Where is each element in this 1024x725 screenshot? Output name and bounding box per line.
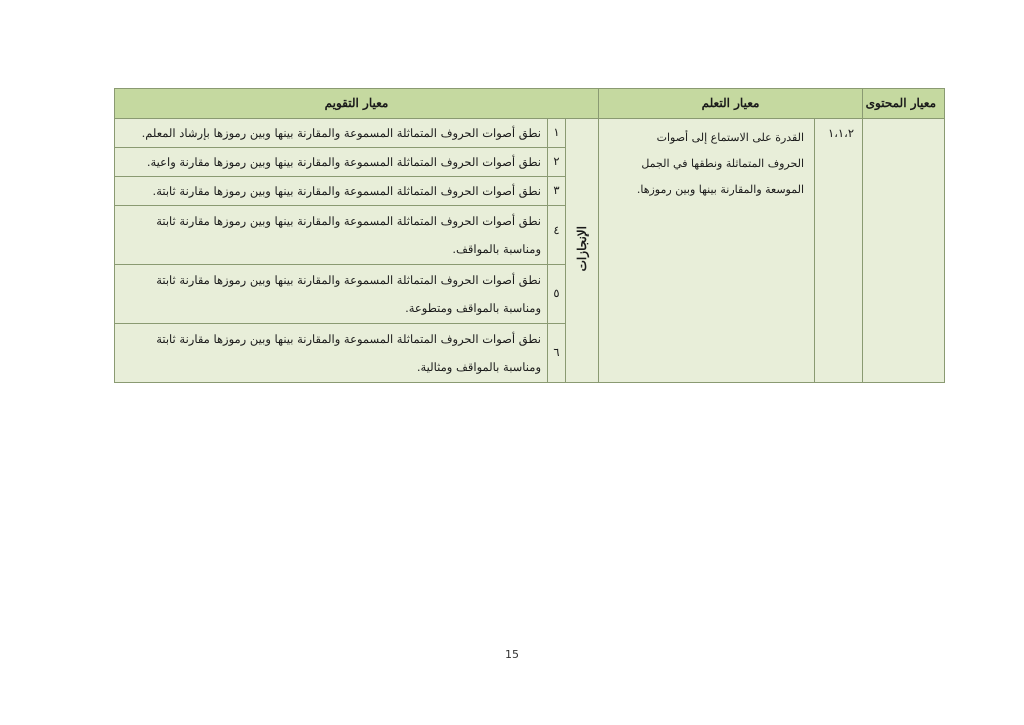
- level-number: ٤: [548, 206, 566, 265]
- assessment-standard-header: معيار التقويم: [115, 89, 599, 119]
- level-description-line: نطق أصوات الحروف المتماثلة المسموعة والمقارنة بينها وبين رموزها مقارنة ثابتة.: [152, 184, 541, 198]
- learning-text-line: الموسعة والمقارنة بينها وبين رموزها.: [636, 183, 805, 196]
- level-description: [115, 206, 548, 265]
- mastery-cell: [566, 119, 599, 383]
- level-number: ٥: [548, 265, 566, 324]
- level-description-line: ومناسبة بالمواقف ومثالية.: [416, 360, 541, 374]
- standards-table: [114, 88, 945, 383]
- learning-code: ١،١،٢: [815, 119, 863, 383]
- level-description-line: ومناسبة بالمواقف ومتطوعة.: [405, 301, 541, 315]
- level-description-line: نطق أصوات الحروف المتماثلة المسموعة والمقارنة بينها وبين رموزها مقارنة واعية.: [146, 155, 541, 169]
- page-number: 15: [505, 648, 519, 661]
- level-number: ١: [548, 119, 566, 148]
- level-description-line: نطق أصوات الحروف المتماثلة المسموعة والمقارنة بينها وبين رموزها مقارنة ثابتة: [156, 332, 541, 346]
- learning-standard-header: معيار التعلم: [599, 89, 863, 119]
- level-description: [115, 148, 548, 177]
- level-description-line: نطق أصوات الحروف المتماثلة المسموعة والمقارنة بينها وبين رموزها بإرشاد المعلم.: [141, 126, 541, 140]
- learning-standard-cell: [599, 119, 815, 383]
- level-row-1: [115, 119, 945, 148]
- level-description: [115, 119, 548, 148]
- level-description: [115, 324, 548, 383]
- level-number: ٦: [548, 324, 566, 383]
- level-description-line: نطق أصوات الحروف المتماثلة المسموعة والمقارنة بينها وبين رموزها مقارنة ثابتة: [156, 273, 541, 287]
- level-description-line: ومناسبة بالمواقف.: [452, 242, 541, 256]
- level-number: ٣: [548, 177, 566, 206]
- content-standard-header: معيار المحتوى: [863, 89, 945, 119]
- learning-text-line: الحروف المتماثلة ونطقها في الجمل: [641, 157, 805, 170]
- level-description: [115, 177, 548, 206]
- level-number: ٢: [548, 148, 566, 177]
- level-description: [115, 265, 548, 324]
- content-standard-cell: [863, 119, 945, 383]
- mastery-label: الإنجازات: [574, 225, 589, 272]
- learning-text-line: القدرة على الاستماع إلى أصوات: [656, 131, 805, 144]
- table-header-row: [115, 89, 945, 119]
- level-description-line: نطق أصوات الحروف المتماثلة المسموعة والمقارنة بينها وبين رموزها مقارنة ثابتة: [156, 214, 541, 228]
